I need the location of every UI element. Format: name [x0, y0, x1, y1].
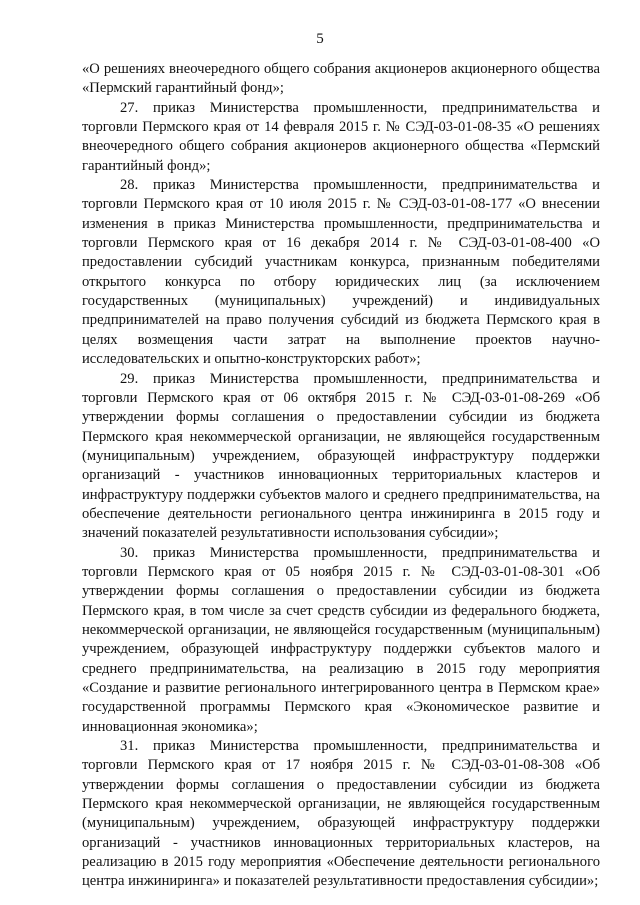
list-item-30: 30. приказ Министерства промышленности, предпринимательства и торговли Пермского края от 05 ноября 2015 г. № СЭД-03-01-08-301 «Об утверждении формы соглашения о предоставлении субсидии из бюджета Пермского края, в том числе за счет средств субсидии из федерального бюджета, некоммерческой организации, не являющейся государственным (муниципальным) учреждением, образующей инфраструктуру поддержки субъектов малого и среднего предпринимательства, на реализацию в 2015 году мероприятия «Создание и развитие регионального интегрированного центра в Пермском крае» государственной программы Пермского края «Экономическое развитие и инновационная экономика»;	[82, 544, 600, 735]
list-item-29: 29. приказ Министерства промышленности, предпринимательства и торговли Пермского края от 06 октября 2015 г. № СЭД-03-01-08-269 «Об утверждении формы соглашения о предоставлении субсидии из бюджета Пермского края некоммерческой организации, не являющейся государственным (муниципальным) учреждением, образующей инфраструктуру поддержки организаций - участников инновационных территориальных кластеров и инфраструктуру поддержки субъектов малого и среднего предпринимательства, на обеспечение деятельности регионального центра инжиниринга в 2015 году и значений показателей результативности использования субсидии»;	[82, 370, 600, 542]
list-item-27: 27. приказ Министерства промышленности, предпринимательства и торговли Пермского края от 14 февраля 2015 г. № СЭД-03-01-08-35 «О решениях внеочередного общего собрания акционеров акционерного общества «Пермский гарантийный фонд»;	[82, 99, 600, 174]
list-item-28: 28. приказ Министерства промышленности, предпринимательства и торговли Пермского края от 10 июля 2015 г. № СЭД-03-01-08-177 «О внесении изменения в приказ Министерства промышленности, предпринимательства и торговли Пермского края от 16 декабря 2014 г. № СЭД-03-01-08-400 «О предоставлении субсидий участникам конкурса, признанным победителями открытого конкурса по отбору юридических лиц (за исключением государственных (муниципальных) учреждений) и индивидуальных предпринимателей на право получения субсидий из бюджета Пермского края в целях возмещения части затрат на выполнение проектов научно-исследовательских и опытно-конструкторских работ»;	[82, 177, 600, 368]
list-item-31: 31. приказ Министерства промышленности, предпринимательства и торговли Пермского края от 17 ноября 2015 г. № СЭД-03-01-08-308 «Об утверждении формы соглашения о предоставлении субсидии из бюджета Пермского края некоммерческой организации, не являющейся государственным (муниципальным) учреждением, образующей инфраструктуру поддержки организаций - участников инновационных территориальных кластеров, на реализацию в 2015 году мероприятия «Обеспечение деятельности регионального центра инжиниринга» и показателей результативности предоставления субсидии»;	[82, 738, 600, 890]
document-body	[82, 60, 600, 892]
paragraph-continuation: «О решениях внеочередного общего собрания акционеров акционерного общества «Пермский гарантийный фонд»;	[82, 61, 600, 97]
page-number: 5	[316, 31, 324, 47]
